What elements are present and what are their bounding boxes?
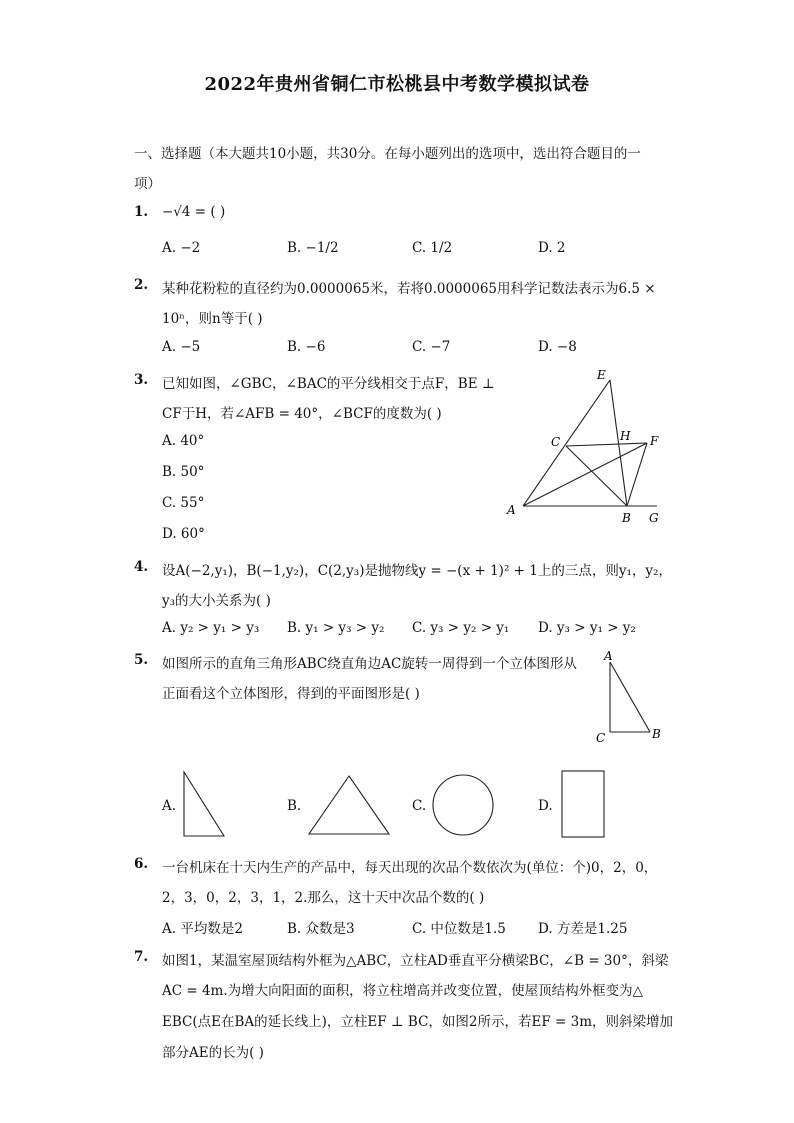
- line-bf: [627, 443, 647, 506]
- question-stem-line2: 正面看这个立体图形，得到的平面图形是( ): [162, 686, 420, 702]
- line-af: [523, 443, 647, 506]
- option-a: A. −5: [162, 339, 201, 355]
- option-b: B. y₁ > y₃ > y₂: [287, 620, 385, 636]
- option-c: C. −7: [412, 339, 451, 355]
- edge-ab: [610, 662, 650, 732]
- option-d: D. 方差是1.25: [538, 921, 628, 937]
- angle-bisector-figure: [500, 364, 700, 534]
- question-stem-line1: 如图1，某温室屋顶结构外框为△ABC，立柱AD垂直平分横梁BC，∠B = 30°，斜梁: [162, 953, 669, 969]
- option-c: C. y₃ > y₂ > y₁: [412, 620, 510, 636]
- option-c: C. 55°: [162, 495, 205, 511]
- label-b: B: [652, 727, 661, 741]
- line-eb: [610, 380, 627, 506]
- option-a: A. y₂ > y₁ > y₃: [162, 620, 260, 636]
- label-f: F: [650, 434, 659, 448]
- label-b: B: [622, 511, 631, 525]
- label-c: C: [596, 731, 606, 745]
- label-c: C: [551, 435, 561, 449]
- question-number: 6.: [134, 856, 149, 872]
- question-stem-line1: 设A(−2,y₁)，B(−1,y₂)，C(2,y₃)是抛物线y = −(x + 1)² + 1上的三点，则y₁，y₂，: [162, 563, 672, 579]
- option-a-right-triangle-shape: [180, 768, 230, 840]
- option-b: B. 众数是3: [287, 921, 355, 937]
- line-cf: [566, 443, 647, 446]
- line-cb: [566, 446, 627, 506]
- question-stem-line2: AC = 4m.为增大向阳面的面积，将立柱增高并改变位置，使屋顶结构外框变为△: [162, 983, 644, 999]
- option-d: D. −8: [538, 339, 577, 355]
- question-stem: −√4 = ( ): [162, 204, 226, 220]
- option-b: B. −6: [287, 339, 326, 355]
- question-number: 7.: [134, 949, 149, 965]
- question-stem-line2: 2，3，0，2，3，1，2.那么，这十天中次品个数的( ): [162, 890, 485, 906]
- option-d: D.: [538, 798, 553, 814]
- label-a: A: [604, 649, 613, 663]
- question-number: 5.: [134, 652, 149, 668]
- option-b: B.: [287, 798, 302, 814]
- question-stem-line1: 一台机床在十天内生产的产品中，每天出现的次品个数依次为(单位：个)0，2，0，: [162, 860, 658, 876]
- question-stem-line1: 如图所示的直角三角形ABC绕直角边AC旋转一周得到一个立体图形从: [162, 656, 577, 672]
- question-stem-line2: CF于H，若∠AFB = 40°，∠BCF的度数为( ): [162, 406, 442, 422]
- option-a: A. −2: [162, 240, 201, 256]
- question-stem-line4: 部分AE的长为( ): [162, 1045, 264, 1061]
- option-d: D. 2: [538, 240, 566, 256]
- label-e: E: [597, 368, 606, 382]
- option-b: B. 50°: [162, 464, 205, 480]
- line-ae: [523, 380, 610, 506]
- label-g: G: [649, 511, 659, 525]
- section-heading-line2: 项）: [134, 176, 161, 192]
- question-stem-line3: EBC(点E在BA的延长线上)，立柱EF ⊥ BC，如图2所示，若EF = 3m，则斜梁增加: [162, 1014, 674, 1030]
- question-number: 4.: [134, 559, 149, 575]
- option-a: A. 平均数是2: [162, 921, 243, 937]
- option-c: C. 中位数是1.5: [412, 921, 506, 937]
- option-c: C.: [412, 798, 427, 814]
- option-b: B. −1/2: [287, 240, 339, 256]
- option-d: D. y₃ > y₁ > y₂: [538, 620, 636, 636]
- question-stem-line1: 已知如图，∠GBC，∠BAC的平分线相交于点F，BE ⊥: [162, 376, 495, 392]
- option-b-isosceles-triangle-shape: [305, 772, 395, 840]
- section-heading-line1: 一、选择题（本大题共10小题，共30分。在每小题列出的选项中，选出符合题目的一: [134, 146, 641, 162]
- option-c: C. 1/2: [412, 240, 453, 256]
- question-stem-line2: y₃的大小关系为( ): [162, 593, 271, 609]
- label-a: A: [507, 503, 516, 517]
- option-a: A.: [162, 798, 177, 814]
- page-title: 2022年贵州省铜仁市松桃县中考数学模拟试卷: [204, 74, 590, 95]
- option-d-rectangle-shape: [558, 768, 608, 840]
- option-d: D. 60°: [162, 526, 205, 542]
- question-number: 1.: [134, 204, 149, 220]
- option-c-circle-shape: [430, 772, 496, 838]
- right-triangle-figure: [590, 648, 680, 748]
- question-number: 2.: [134, 277, 149, 293]
- option-a: A. 40°: [162, 433, 205, 449]
- question-number: 3.: [134, 372, 149, 388]
- question-stem-line2: 10ⁿ，则n等于( ): [162, 311, 263, 327]
- label-h: H: [620, 429, 631, 443]
- question-stem-line1: 某种花粉粒的直径约为0.0000065米，若将0.0000065用科学记数法表示为6.5 ×: [162, 281, 656, 297]
